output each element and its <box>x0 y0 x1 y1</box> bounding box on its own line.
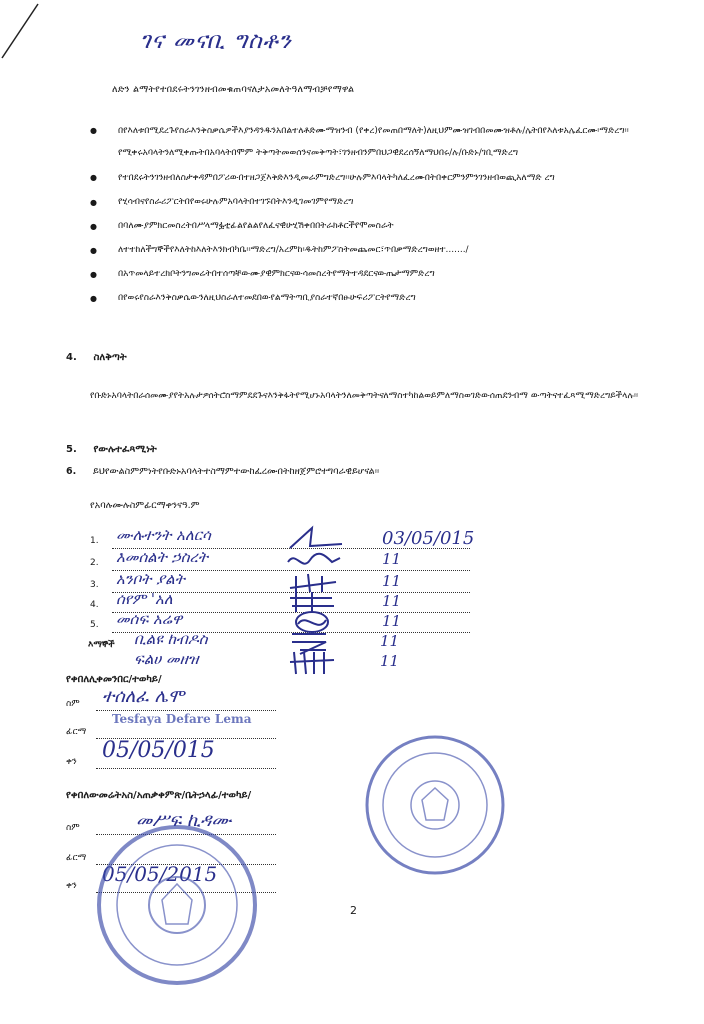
signatory-index: 3. <box>90 580 99 590</box>
date-value: 05/05/2015 <box>102 862 218 886</box>
list-item: ● ለተተከለችግኞችየእለትከእለትእንክብካቤ፡፡ማድረግ/አረምከ፡ዱትከምፖስትመጨመር፣ጥበቃማድረግወዘተ......./ <box>90 240 650 261</box>
witness-name: ፍልሀ መዘዝ <box>134 650 199 668</box>
chairperson-label: የቀበለሊቀመንበር/ተወካይ/ <box>66 674 162 685</box>
signatory-date: 03/05/015 <box>382 528 475 549</box>
chairperson-date-field <box>66 738 276 770</box>
penalty-paragraph: የቡድኑአባላትበራሰመሙያየትአሉታዎሰትሮስማምደደጉናእንቅፋትየሚሆኑአባላትንለመቅጣትናለማስተካከልወይምለማስወገድውሰጠደንብማ ውጣትናተፈጻሚማድረግይችላሉ፡፡ <box>90 391 639 401</box>
handwritten-title: ገና መናቢ ግስቶን <box>140 28 292 54</box>
signatory-index: 4. <box>90 600 99 610</box>
list-item: ● በባለሙያምክርመስረትበሥላማፏቲፊልየልልየለፈናዊሁሂሽቀበበትራክቶርችየሞመስራት <box>90 216 650 237</box>
chairperson-name-field <box>66 686 276 712</box>
signatory-name: መሰፍ አሬዋ <box>116 610 183 628</box>
section-number: 5. <box>66 444 77 455</box>
witness-name: ቢልዩ ከብዶስ <box>134 630 208 648</box>
obligations-list <box>90 120 650 312</box>
signatory-name: ሙሉተንት አለርሳ <box>116 526 211 544</box>
section-number: 6. <box>66 466 77 477</box>
name-stamp: Tesfaya Defare Lema <box>112 712 252 726</box>
name-value: ተሰለፈ ሌሞ <box>102 686 185 707</box>
signature-mark <box>280 648 350 678</box>
date-label: ቀን <box>66 881 77 891</box>
office-seal <box>92 820 262 990</box>
list-item: ● የተበደሩትንገንዘብለስታቀዳምበፖሪውበተዘጋጀእቅድእንዲመራምግድረግ፡፡ሁሉምእባላትካለፈረሙበትበቀርምንምንገንዘብወጪአለማድ ረግ <box>90 167 650 189</box>
land-office-label: የቀበለውመሬትአስ/አጠቃቀምጽ/ቤትኃላፊ/ተወካይ/ <box>66 790 252 801</box>
field-line <box>96 768 276 769</box>
signatory-date: 11 <box>382 572 402 590</box>
intro-line: ለድን ልማትየተበደሩትንገንዘብመቁጠባናለታአመለትዓለማብቻየማዋል <box>112 84 355 95</box>
signatory-index: 5. <box>90 620 99 630</box>
field-line <box>96 710 276 711</box>
name-label: ስም <box>66 823 80 833</box>
witness-row <box>88 650 468 674</box>
section-title: ስለቅጣት <box>93 352 127 363</box>
signatory-index: 2. <box>90 558 99 568</box>
list-item: ● የሂሳብናየስራሪፖርትበየወሩሁሉምአባላትበተገኙበትእንዲገመገምየማድረግ <box>90 192 650 213</box>
signatory-name: ሰየም 'አለ <box>116 590 173 608</box>
signatory-index: 1. <box>90 536 99 546</box>
signatory-date: 11 <box>382 550 402 568</box>
sign-label: ፊርማ <box>66 727 87 737</box>
signatory-name: አንቦት ያልት <box>116 570 185 588</box>
name-value: መሥፍ ኪዳሙ <box>136 810 232 831</box>
signatory-name: እመሰልት ኃስረት <box>116 548 209 566</box>
section-heading-5 <box>66 444 157 455</box>
section-title: የውሉተፈጻሚነት <box>93 444 157 455</box>
signatory-date: 11 <box>382 592 402 610</box>
list-item: ● በየወሩየስራእንቅስቃሴውንለዚህስራለተመደበውየልማትጣቢያስራተኛበፁሁፍሪፖርትየማድረግ <box>90 288 650 309</box>
name-label: ስም <box>66 699 80 709</box>
section-number: 4. <box>66 352 77 363</box>
section-heading-6 <box>66 466 379 477</box>
section-title: ይህየውልስምምነትየቡድኑአባላትተስማምተውከፈረሙበትከዘጀምሮተግባራዊይሆናል፡፡ <box>93 466 380 477</box>
witness-date: 11 <box>380 632 400 650</box>
sign-label: ፊርማ <box>66 853 87 863</box>
signatories-heading: የአባሉሙሉስምፊርማቀንናዓ.ም <box>90 500 200 511</box>
list-item: ● በአጥመላይተረክቦትንግመሬትበተሰጣቸውሙያዊምክርናውሳመስረትየማትተዳደርናውጤታማምድረግ <box>90 264 650 285</box>
date-label: ቀን <box>66 757 77 767</box>
section-heading-4 <box>66 352 127 363</box>
scan-edge-mark <box>0 0 40 60</box>
official-seal <box>360 730 510 880</box>
page-number: 2 <box>350 904 357 917</box>
witness-label: እማኞች <box>88 640 115 650</box>
witness-date: 11 <box>380 652 400 670</box>
list-item: ● በየእለቱበሚደረጉየስራእንቅስቃሴዎችእያንዳንዱንአበልተለቶድሙማዝንብ (የቀረ)የመጠበማለት)ለዚህምሙዝገብበመሙዝቶሉ/ሌትበየእለቱአሌፈርሙ፡ማድረግ፡፡የሚቀሩአባላትንለሚቀጡትበአባላትበሞም ትቅጣትመወሰንናመቅጣት፣ገንዘብንምበህጋዊደረሰኝለማህበሩ/ሉ/ቡድኑ/ገቢማድረግ <box>90 120 650 164</box>
date-value: 05/05/015 <box>102 738 215 763</box>
signatory-date: 11 <box>382 612 402 630</box>
